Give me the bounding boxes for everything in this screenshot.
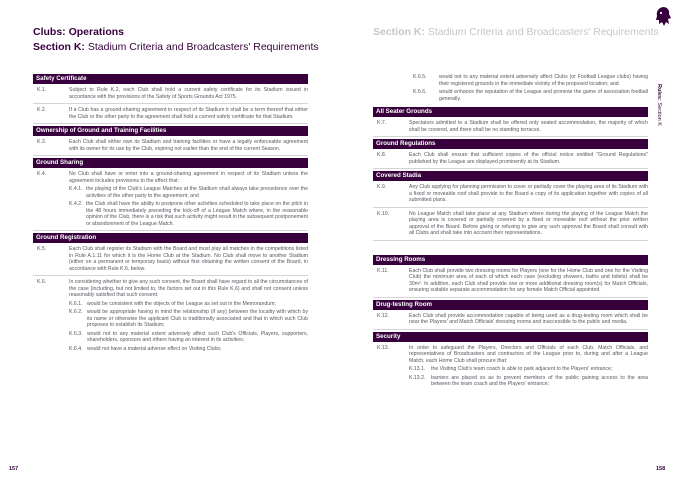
sub-rule-number: K.4.2. [69,201,83,207]
sub-rule-text: barriers are placed so as to prevent members of the public gaining access to the area between the team coach and the Players' entrance; [431,374,648,387]
rule-number: K.10. [377,210,390,217]
rule-number: K.11. [377,267,389,274]
sub-rule [409,375,648,388]
sub-rule [69,186,308,199]
right-column [373,72,648,389]
rule-number: K.12. [377,312,390,319]
sub-rule-text: the Visiting Club's team coach is able to park adjacent to the Players' entrance; [431,366,613,372]
rule-number: K.5. [37,246,47,252]
section-heading: All Seater Grounds [373,107,648,117]
rule-text: No Club shall have or enter into a ground-sharing agreement in respect of its Stadium unless the agreement includes provisions to the effect that: [69,171,308,184]
rule-text: In considering whether to give any such consent, the Board shall have regard to all the circumstances of the case (including, but not limited to, the factors set out in this Rule K.6) and shall not consent unless reasonably satisfied that such consent: [69,279,308,298]
section-heading: Covered Stadia [373,171,648,181]
rule-number: K.13. [377,344,390,351]
page-number-right: 158 [656,466,666,472]
rule-text: Each Club shall provide accommodation capable of being used as a drug-testing room which shall be near the Players' and Match Officials' dressing rooms and inaccessible to the public and media. [409,312,648,325]
sub-rule-number: K.13.1. [409,366,426,372]
sub-rule-text: would not to any material extent adversely affect Clubs (or Football League clubs) having their registered grounds in the immediate vicinity of the proposed location; and [439,74,648,87]
rule-text: Each Club shall provide two dressing rooms for Players (one for the Home Club and one for the Visiting Club) the minimum area of each of which each case (excluding showers, baths and toilets) shall be 30m². In addition, each Club shall provide one or more additional dressing room(s) for Match Officials, ensuring suitable separate accommodation for any female Match Official appointed. [409,267,648,293]
rule-row [33,276,308,353]
side-label: Rules: [656,84,662,101]
sub-rule-number: K.6.5. [413,74,427,80]
sub-rule-number: K.6.4. [69,345,83,352]
rule-row [373,310,648,330]
sub-rule [69,331,308,344]
rule-row [373,181,648,208]
rule-number: K.3. [37,139,47,145]
sub-rule-text: would not have a material adverse effect on Visiting Clubs; [87,345,222,352]
sub-rule-text: would not to any material extent adversely affect such Club's Officials, Players, supporters, shareholders, sponsors and others having an interest in its activities; [87,330,308,343]
section-name-right: Stadium Criteria and Broadcasters' Requirements [427,26,659,38]
rule-row [33,136,308,156]
sub-rule-number: K.6.2. [69,309,83,315]
sub-rule-number: K.6.6. [413,89,427,95]
sub-rule-text: would be appropriate having in mind the relationship (if any) between the locality with which by its name or otherwise the applicant Club is traditionally associated and that in which such Club proposes to establish its Stadium; [87,309,308,328]
section-heading: Ground Sharing [33,158,308,168]
section-heading: Ownership of Ground and Training Facilities [33,126,308,136]
rule-number: K.9. [377,184,387,190]
rule-number: K.4. [37,171,47,177]
rule-number: K.1. [37,87,47,93]
sub-rule [69,201,308,227]
rule-text: Subject to Rule K.2, each Club shall hold a current safety certificate for its Stadium issued in accordance with the provisions of the Safety of Sports Grounds Act 1975. [69,87,308,100]
section-heading: Security [373,332,648,342]
rule-text: No League Match shall take place at any Stadium where during the playing of the League Match the playing area is covered or partially covered by a fixed or moveable roof without the prior written approval of the Board. Before giving or refusing to give any such approval the Board shall consult with all Clubs and shall take into account their representations. [409,210,648,236]
sub-rule-number: K.4.1. [69,186,83,192]
sub-rule-number: K.13.2. [409,374,426,381]
rule-number: K.7. [377,120,387,126]
page-title: Clubs: Operations [33,26,125,38]
left-column [33,72,308,353]
sub-rule [373,72,648,87]
rule-row [373,265,648,298]
section-heading: Ground Regulations [373,139,648,149]
rule-text: Spectators admitted to a Stadium shall be offered only seated accommodation, the majority of which shall be covered, and there shall be no standing terraces. [409,120,648,133]
sub-rule-number: K.6.1. [69,300,83,307]
league-lion-icon [652,5,674,29]
rule-number: K.2. [37,107,47,113]
section-heading: Drug-testing Room [373,300,648,310]
rule-text: Each Club shall either own its Stadium and training facilities or have a legally enforceable agreement with its owner for its use by the Club, expiring not earlier than the end of the current Season. [69,139,308,152]
rule-row [33,104,308,124]
rule-row [373,117,648,137]
section-title [33,41,319,53]
sub-rule-text: the playing of the Club's League Matches at the Stadium shall always take precedence over the activities of the other party to the agreement; and [86,186,308,199]
sub-rule-text: would be consistent with the objects of the League as set out in the Memorandum; [87,300,276,307]
sub-rule [69,309,308,329]
sub-rule-number: K.6.3. [69,330,83,337]
sub-rule-text: would enhance the reputation of the League and promote the game of association football generally. [439,89,648,102]
side-tab [656,84,662,126]
sub-rule [69,301,308,308]
sub-rule [373,87,648,105]
side-section: Section K [656,102,662,126]
sub-rule [409,366,648,373]
sub-rule [69,346,308,353]
rule-text: In order to safeguard the Players, Directors and Officials of each Club, Match Officials, and representatives of Broadcasters and contractors of the League prior to, during and after a League Match, each Home Club shall procure that: [409,344,648,364]
section-label: Section K: [33,41,85,53]
section-heading: Dressing Rooms [373,255,648,265]
section-heading: Ground Registration [33,233,308,243]
section-label-right: Section K: [373,26,425,38]
rule-row [33,84,308,104]
section-title-right [373,26,659,38]
rule-row [373,342,648,389]
rule-row [373,208,648,241]
sub-rule-text: the Club shall have the ability to postpone other activities scheduled to take place on the pitch in the 48 hours immediately preceding the kick-off of a League Match where, in the reasonable opinion of the Club, there is a risk that such activity might result in the subsequent postponement or abandonment of the League Match. [86,201,308,227]
rule-text: Each Club shall ensure that sufficient copies of the official notice entitled "Ground Regulations" published by the League are displayed prominently at its Stadium. [409,152,648,165]
page-number-left: 157 [9,466,19,472]
rule-text: If a Club has a ground-sharing agreement in respect of its Stadium it shall be a term thereof that either the Club or the other party to the agreement shall hold a current safety certificate for that Stadium. [69,107,308,120]
rule-text: Any Club applying for planning permission to cover or partially cover the playing area of its Stadium with a fixed or moveable roof shall provide to the Board a copy of its application together with copies of all submitted plans. [409,184,648,203]
rule-text: Each Club shall register its Stadium with the Board and must play all matches in the competitions listed in Rule A.1.11 for which it is the Home Club at the Stadium. No Club shall move to another Stadium (either on a permanent or temporary basis) without first obtaining the written consent of the Board, in accordance with Rule K.6, below. [69,246,308,272]
rule-row [33,243,308,276]
section-heading: Safety Certificate [33,74,308,84]
rule-row [33,168,308,231]
rule-number: K.6. [37,279,47,285]
rule-row [373,149,648,169]
rule-number: K.8. [377,152,387,158]
section-name: Stadium Criteria and Broadcasters' Requirements [87,41,319,53]
